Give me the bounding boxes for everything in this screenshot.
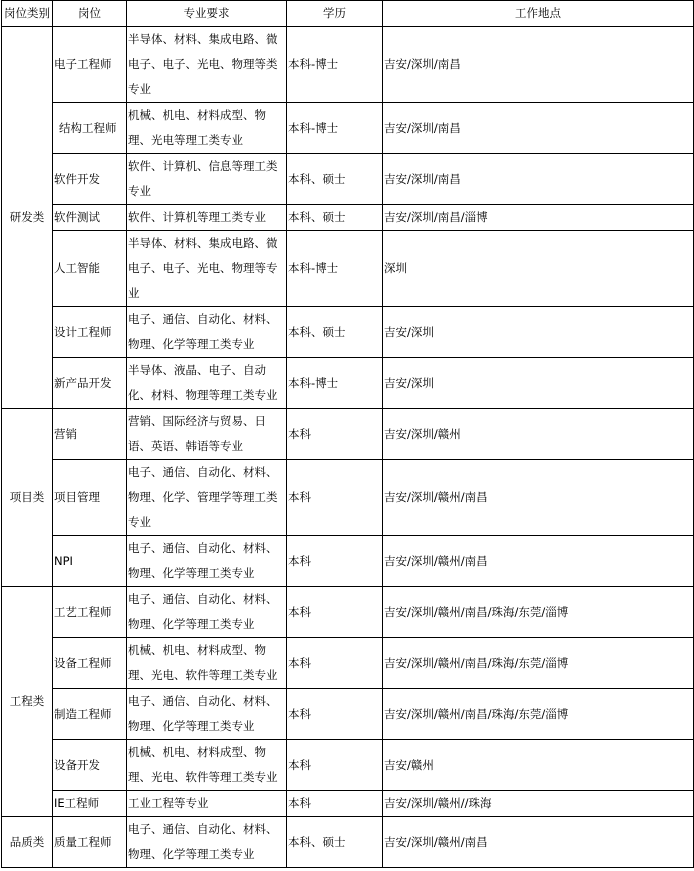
table-row (2, 791, 694, 817)
major-cell: 机械、机电、材料成型、物理、光电、软件等理工类专业 (127, 638, 287, 689)
major-cell: 电子、通信、自动化、材料、物理、化学等理工类专业 (127, 817, 287, 868)
category-cell: 项目类 (2, 409, 53, 587)
table-row (2, 307, 694, 358)
education-cell: 本科-博士 (287, 27, 383, 103)
location-cell: 吉安/深圳 (383, 358, 694, 409)
table-row (2, 536, 694, 587)
major-cell: 半导体、液晶、电子、自动化、材料、物理等理工类专业 (127, 358, 287, 409)
location-cell: 吉安/深圳/南昌 (383, 103, 694, 154)
header-major: 专业要求 (127, 1, 287, 27)
education-cell: 本科 (287, 689, 383, 740)
table-row (2, 460, 694, 536)
location-cell: 吉安/深圳/赣州/南昌/珠海/东莞/淄博 (383, 587, 694, 638)
location-cell: 吉安/深圳/赣州/南昌/珠海/东莞/淄博 (383, 638, 694, 689)
major-cell: 电子、通信、自动化、材料、物理、化学等理工类专业 (127, 689, 287, 740)
position-cell: 制造工程师 (53, 689, 127, 740)
table-row (2, 358, 694, 409)
category-cell: 品质类 (2, 817, 53, 868)
education-cell: 本科-博士 (287, 358, 383, 409)
major-cell: 营销、国际经济与贸易、日语、英语、韩语等专业 (127, 409, 287, 460)
table-row (2, 587, 694, 638)
table-row (2, 154, 694, 205)
location-cell: 吉安/深圳/南昌/淄博 (383, 205, 694, 231)
table-row (2, 409, 694, 460)
position-cell: 软件测试 (53, 205, 127, 231)
education-cell: 本科 (287, 791, 383, 817)
location-cell: 吉安/深圳/赣州/南昌 (383, 536, 694, 587)
table-row (2, 231, 694, 307)
location-cell: 吉安/深圳/赣州/南昌 (383, 460, 694, 536)
position-cell: 项目管理 (53, 460, 127, 536)
position-cell: 软件开发 (53, 154, 127, 205)
major-cell: 电子、通信、自动化、材料、物理、化学、管理学等理工类专业 (127, 460, 287, 536)
major-cell: 机械、机电、材料成型、物理、光电、软件等理工类专业 (127, 740, 287, 791)
education-cell: 本科 (287, 460, 383, 536)
major-cell: 半导体、材料、集成电路、微电子、电子、光电、物理等专业 (127, 231, 287, 307)
position-cell: 结构工程师 (53, 103, 127, 154)
position-cell: 营销 (53, 409, 127, 460)
location-cell: 吉安/深圳/南昌 (383, 154, 694, 205)
location-cell: 吉安/深圳 (383, 307, 694, 358)
recruitment-table (1, 0, 694, 868)
table-row (2, 740, 694, 791)
education-cell: 本科、硕士 (287, 307, 383, 358)
location-cell: 吉安/深圳/南昌 (383, 27, 694, 103)
location-cell: 吉安/深圳/赣州//珠海 (383, 791, 694, 817)
education-cell: 本科、硕士 (287, 817, 383, 868)
position-cell: 设计工程师 (53, 307, 127, 358)
header-location: 工作地点 (383, 1, 694, 27)
header-education: 学历 (287, 1, 383, 27)
location-cell: 吉安/深圳/赣州/南昌 (383, 817, 694, 868)
education-cell: 本科 (287, 638, 383, 689)
position-cell: 质量工程师 (53, 817, 127, 868)
major-cell: 电子、通信、自动化、材料、物理、化学等理工类专业 (127, 307, 287, 358)
major-cell: 电子、通信、自动化、材料、物理、化学等理工类专业 (127, 587, 287, 638)
header-row (2, 1, 694, 27)
table-row (2, 205, 694, 231)
header-position: 岗位 (53, 1, 127, 27)
table-row (2, 689, 694, 740)
category-cell: 工程类 (2, 587, 53, 817)
location-cell: 深圳 (383, 231, 694, 307)
location-cell: 吉安/赣州 (383, 740, 694, 791)
education-cell: 本科、硕士 (287, 154, 383, 205)
position-cell: 设备开发 (53, 740, 127, 791)
education-cell: 本科 (287, 409, 383, 460)
table-row (2, 638, 694, 689)
education-cell: 本科、硕士 (287, 205, 383, 231)
header-category: 岗位类别 (2, 1, 53, 27)
major-cell: 半导体、材料、集成电路、微电子、电子、光电、物理等类专业 (127, 27, 287, 103)
major-cell: 机械、机电、材料成型、物理、光电等理工类专业 (127, 103, 287, 154)
education-cell: 本科 (287, 587, 383, 638)
major-cell: 电子、通信、自动化、材料、物理、化学等理工类专业 (127, 536, 287, 587)
position-cell: 设备工程师 (53, 638, 127, 689)
table-row (2, 103, 694, 154)
position-cell: 新产品开发 (53, 358, 127, 409)
table-row (2, 817, 694, 868)
education-cell: 本科-博士 (287, 231, 383, 307)
major-cell: 软件、计算机等理工类专业 (127, 205, 287, 231)
location-cell: 吉安/深圳/赣州/南昌/珠海/东莞/淄博 (383, 689, 694, 740)
major-cell: 工业工程等专业 (127, 791, 287, 817)
position-cell: NPI (53, 536, 127, 587)
education-cell: 本科-博士 (287, 103, 383, 154)
position-cell: 人工智能 (53, 231, 127, 307)
education-cell: 本科 (287, 536, 383, 587)
location-cell: 吉安/深圳/赣州 (383, 409, 694, 460)
table-row (2, 27, 694, 103)
position-cell: 工艺工程师 (53, 587, 127, 638)
education-cell: 本科 (287, 740, 383, 791)
category-cell: 研发类 (2, 27, 53, 409)
major-cell: 软件、计算机、信息等理工类专业 (127, 154, 287, 205)
table-body (2, 27, 694, 868)
position-cell: 电子工程师 (53, 27, 127, 103)
position-cell: IE工程师 (53, 791, 127, 817)
